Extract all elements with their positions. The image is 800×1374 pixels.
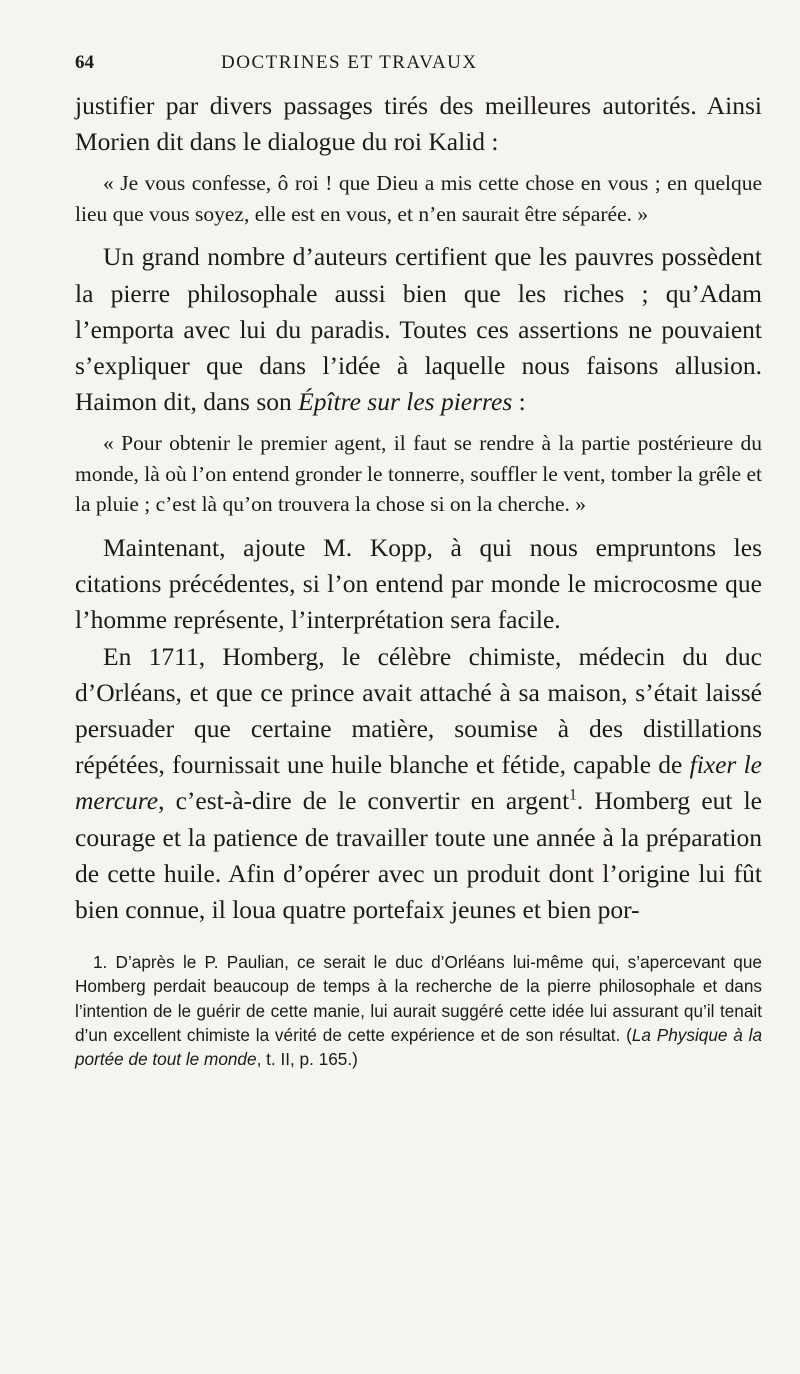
paragraph-4-b: , c’est-à-dire de le convertir en argent <box>158 786 570 816</box>
paragraph-2-title: Épître sur les pierres <box>298 387 513 417</box>
paragraph-2-text: Un grand nombre d’auteurs certifient que les pauvres possèdent la pierre philosophale aussi bien que les riches ; qu’Adam l’emporta avec lui du paradis. Toutes ces assertions ne pouvaient s’expliquer que dans l’idée à laquelle nous faisons allusion. Haimon dit, dans son <box>75 242 762 417</box>
paragraph-4-a: En 1711, Homberg, le célèbre chimiste, médecin du duc d’Orléans, et que ce prince avait attaché à sa maison, s’était laissé persuader que certaine matière, soumise à des distillations répétées, fournissait une huile blanche et fétide, capable de <box>75 641 762 780</box>
footnote-ref: 1 <box>569 786 577 804</box>
footnote-1 <box>75 950 762 1071</box>
paragraph-2-end: : <box>512 387 526 417</box>
paragraph-3: Maintenant, ajoute M. Kopp, à qui nous empruntons les citations précédentes, si l’on entend par monde le microcosme que l’homme représente, l’interprétation sera facile. <box>75 532 762 635</box>
page-header <box>75 52 762 88</box>
paragraph-1: justifier par divers passages tirés des meilleures autorités. Ainsi Morien dit dans le dialogue du roi Kalid : <box>75 91 762 157</box>
footnote-1-title: La Physique à la portée de tout le monde <box>75 1024 762 1069</box>
footnote-1-end: , t. II, p. 165.) <box>256 1048 358 1069</box>
page-number: 64 <box>75 52 94 73</box>
footnote-1-text: 1. D’après le P. Paulian, ce serait le duc d’Orléans lui-même qui, s’apercevant que Homberg perdait beaucoup de temps à la recherche de la pierre philosophale et dans l’intention de le guérir de cette manie, lui aurait suggéré cette idée lui assurant qu’il tenait d’un excellent chimiste la vérité de cette expérience et de son résultat. ( <box>75 952 762 1045</box>
paragraph-4-c: . Homberg eut le courage et la patience de travailler toute une année à la préparation de cette huile. Afin d’opérer avec un produit dont l’origine lui fût bien connue, il loua quatre portefaix jeunes et bien por- <box>75 786 763 924</box>
paragraph-4 <box>75 639 762 929</box>
quote-morien: « Je vous confesse, ô roi ! que Dieu a mis cette chose en vous ; en quelque lieu que vous soyez, elle est en vous, et n’en saurait être séparée. » <box>75 171 762 226</box>
running-head: DOCTRINES ET TRAVAUX <box>221 52 478 73</box>
footnotes <box>75 950 762 1071</box>
paragraph-4-italic: fixer le mercure <box>75 750 762 816</box>
paragraph-2 <box>75 239 762 420</box>
quote-haimon: « Pour obtenir le premier agent, il faut se rendre à la partie postérieure du monde, là où l’on entend gronder le tonnerre, souffler le vent, tomber la grêle et la pluie ; c’est là qu’on trouvera la chose si on la cherche. » <box>75 431 762 517</box>
